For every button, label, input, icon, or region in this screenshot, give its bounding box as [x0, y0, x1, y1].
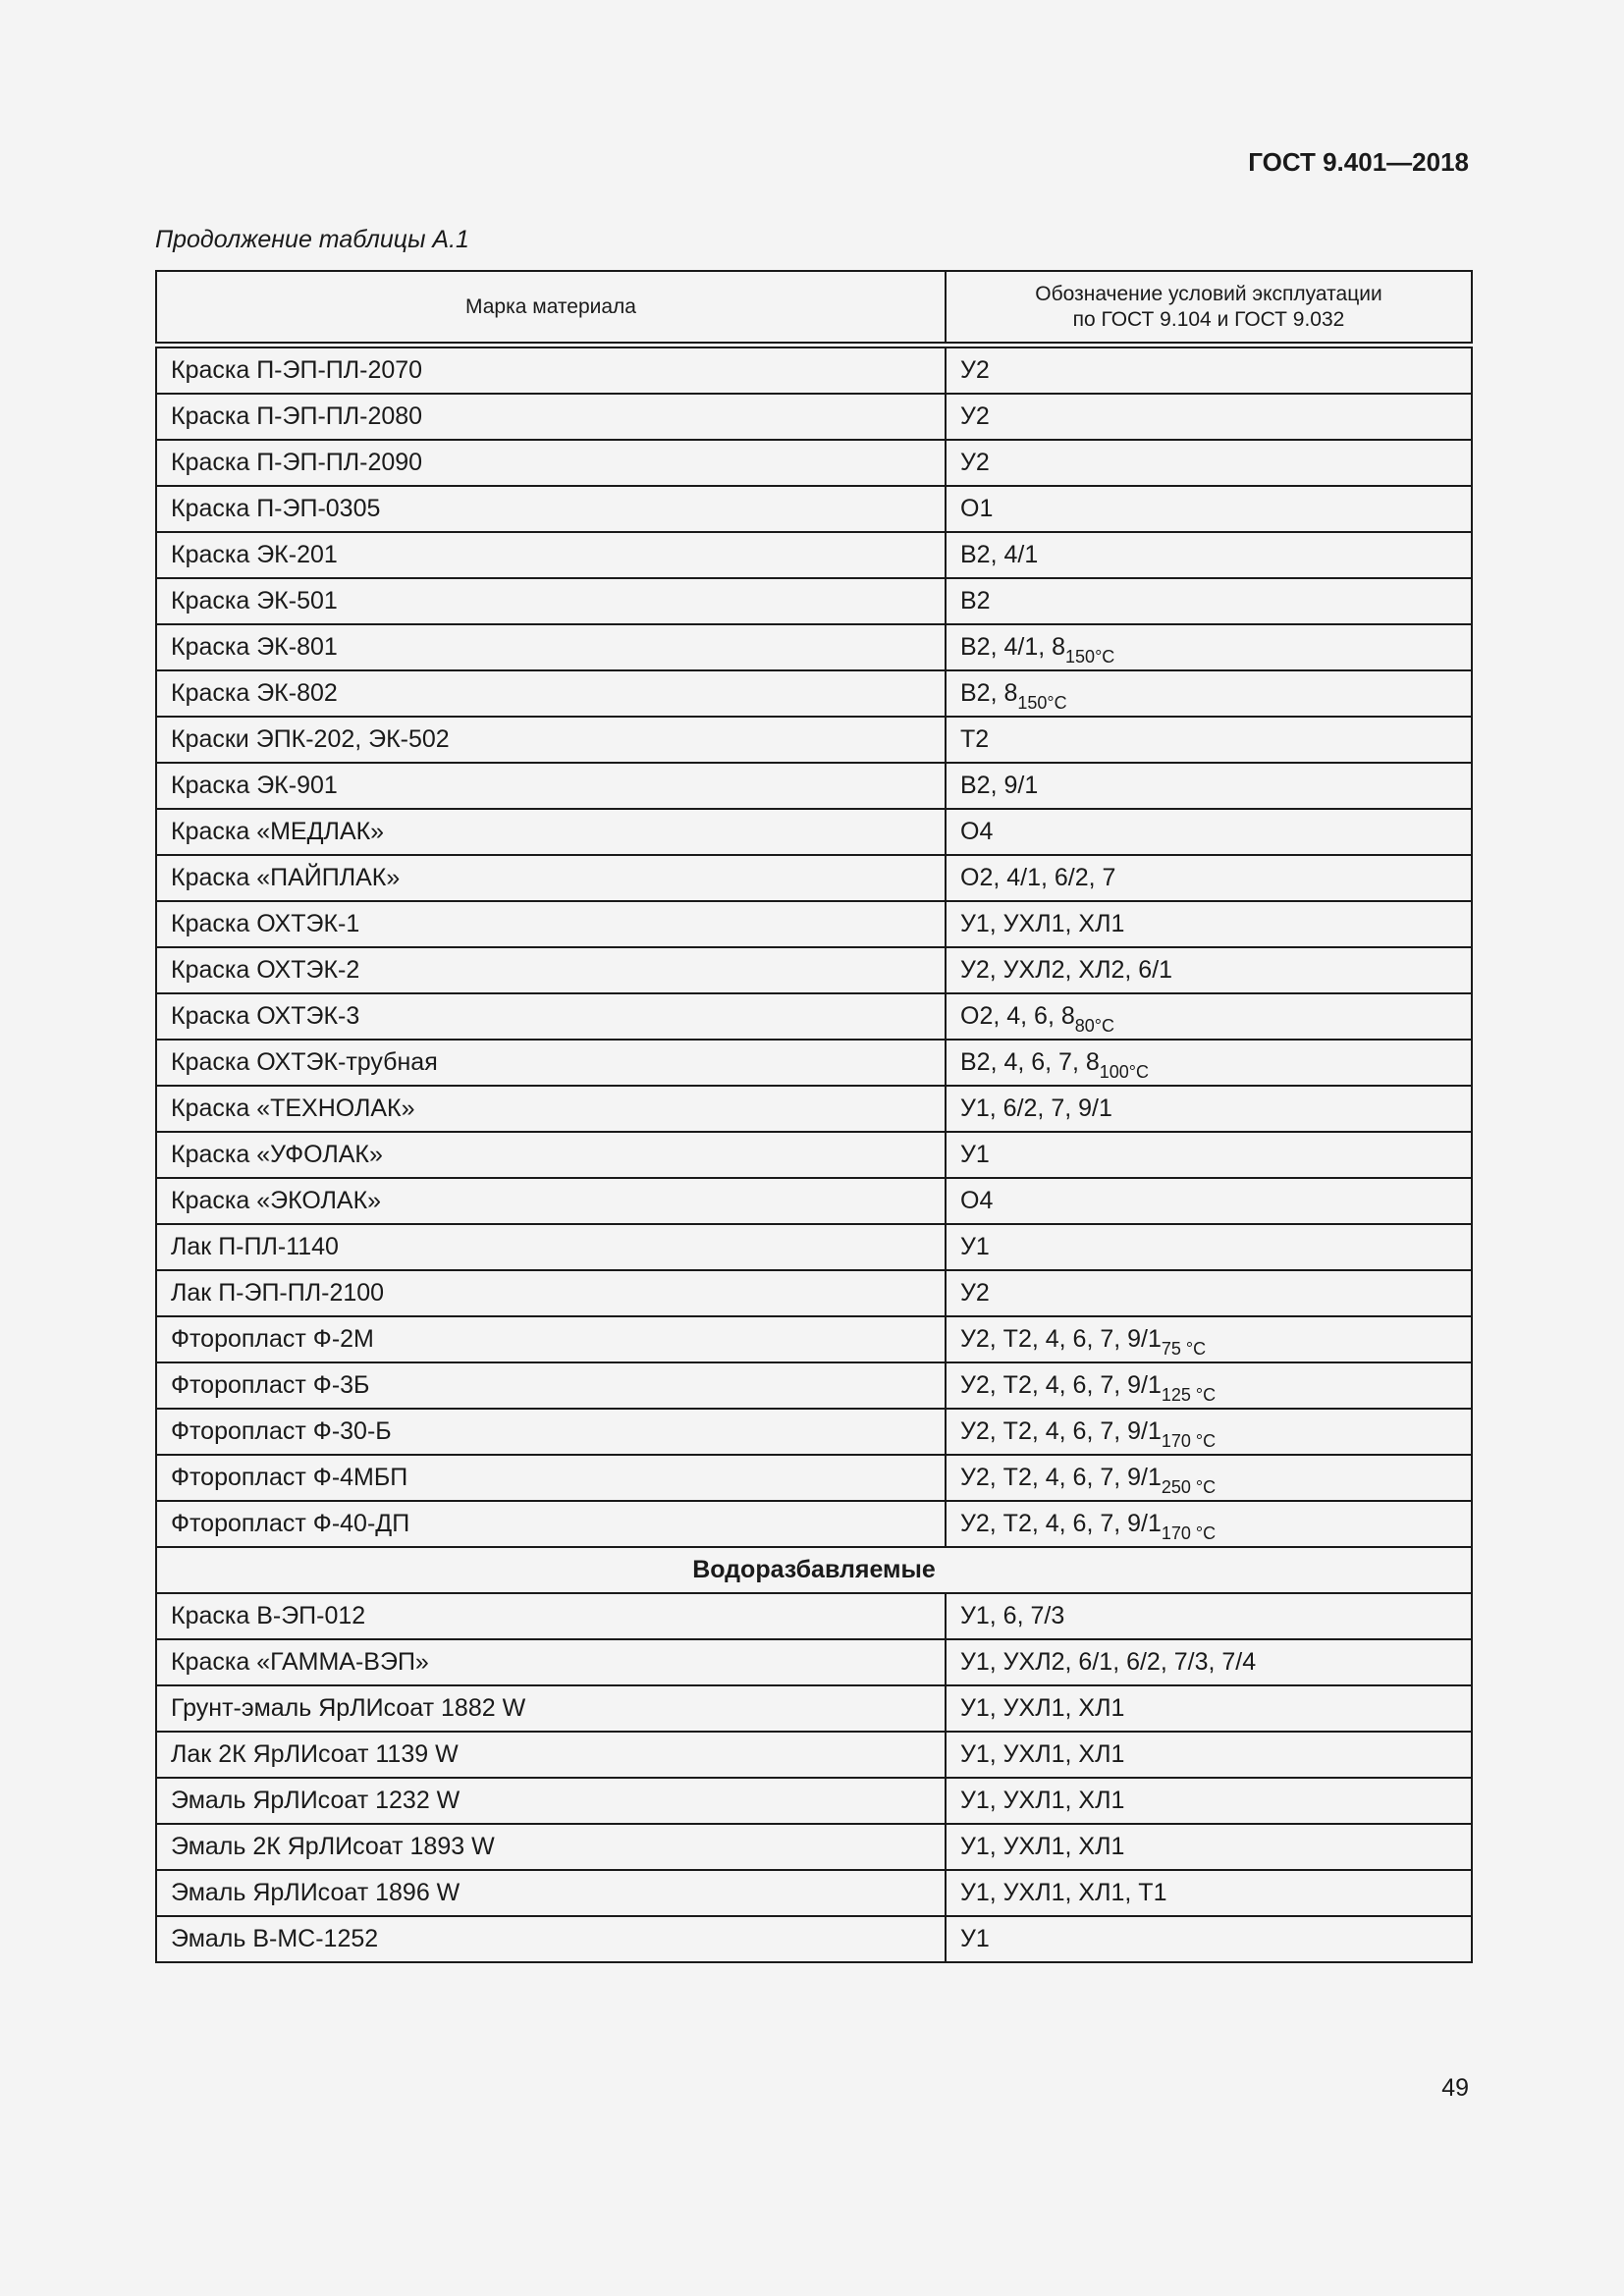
conditions-cell [946, 717, 1472, 763]
conditions-cell [946, 578, 1472, 624]
conditions-text: В2, 8 [960, 679, 1018, 707]
conditions-text: В2 [960, 587, 991, 614]
material-cell: Лак П-ЭП-ПЛ-2100 [156, 1270, 946, 1316]
page-number: 49 [1441, 2074, 1469, 2102]
material-cell: Фторопласт Ф-3Б [156, 1362, 946, 1409]
conditions-cell [946, 670, 1472, 717]
table-row [156, 947, 1472, 993]
material-cell: Краска «МЕДЛАК» [156, 809, 946, 855]
material-cell: Краска «ПАЙПЛАК» [156, 855, 946, 901]
material-cell: Краска П-ЭП-ПЛ-2080 [156, 394, 946, 440]
conditions-text: У1, 6/2, 7, 9/1 [960, 1095, 1112, 1122]
materials-table [155, 270, 1473, 1963]
table-row [156, 717, 1472, 763]
conditions-cell [946, 1824, 1472, 1870]
conditions-cell [946, 1916, 1472, 1962]
table-row [156, 624, 1472, 670]
temperature-subscript: 250 °С [1161, 1477, 1217, 1497]
temperature-subscript: 170 °С [1161, 1431, 1217, 1451]
conditions-text: У1, УХЛ1, ХЛ1, Т1 [960, 1879, 1167, 1906]
conditions-cell [946, 1455, 1472, 1501]
table-row [156, 1639, 1472, 1685]
table-row [156, 1316, 1472, 1362]
material-cell: Краска П-ЭП-ПЛ-2070 [156, 346, 946, 395]
conditions-cell [946, 346, 1472, 395]
material-cell: Эмаль В-МС-1252 [156, 1916, 946, 1962]
conditions-cell [946, 1040, 1472, 1086]
conditions-cell [946, 1501, 1472, 1547]
conditions-text: У1, УХЛ1, ХЛ1 [960, 1694, 1125, 1722]
table-row [156, 1732, 1472, 1778]
table-section-row [156, 1547, 1472, 1593]
conditions-text: У2, Т2, 4, 6, 7, 9/1 [960, 1464, 1162, 1491]
conditions-text: У2, Т2, 4, 6, 7, 9/1 [960, 1510, 1162, 1537]
conditions-text: У1, УХЛ1, ХЛ1 [960, 910, 1125, 937]
conditions-text: У2 [960, 356, 990, 384]
table-row [156, 578, 1472, 624]
material-cell: Краска ЭК-901 [156, 763, 946, 809]
material-cell: Краска ЭК-501 [156, 578, 946, 624]
conditions-text: У1 [960, 1141, 990, 1168]
material-cell: Краска ЭК-801 [156, 624, 946, 670]
table-row [156, 670, 1472, 717]
material-cell: Краска ОХТЭК-трубная [156, 1040, 946, 1086]
material-cell: Лак П-ПЛ-1140 [156, 1224, 946, 1270]
material-cell: Краска В-ЭП-012 [156, 1593, 946, 1639]
conditions-cell [946, 901, 1472, 947]
material-cell: Краска ЭК-802 [156, 670, 946, 717]
material-cell: Краски ЭПК-202, ЭК-502 [156, 717, 946, 763]
header-line: по ГОСТ 9.104 и ГОСТ 9.032 [1072, 307, 1345, 331]
conditions-text: У2, Т2, 4, 6, 7, 9/1 [960, 1371, 1162, 1399]
conditions-text: О4 [960, 818, 994, 845]
material-cell: Грунт-эмаль ЯрЛИсоат 1882 W [156, 1685, 946, 1732]
table-continuation-caption: Продолжение таблицы А.1 [155, 226, 469, 253]
material-cell: Фторопласт Ф-2М [156, 1316, 946, 1362]
conditions-text: В2, 4, 6, 7, 8 [960, 1048, 1100, 1076]
conditions-cell [946, 1086, 1472, 1132]
material-cell: Краска П-ЭП-0305 [156, 486, 946, 532]
table-row [156, 1501, 1472, 1547]
material-cell: Лак 2К ЯрЛИсоат 1139 W [156, 1732, 946, 1778]
material-cell: Краска ОХТЭК-3 [156, 993, 946, 1040]
material-cell: Краска «ГАММА-ВЭП» [156, 1639, 946, 1685]
conditions-cell [946, 1593, 1472, 1639]
conditions-cell [946, 624, 1472, 670]
table-row [156, 1685, 1472, 1732]
conditions-text: У2 [960, 449, 990, 476]
temperature-subscript: 150°С [1017, 693, 1067, 713]
table-row [156, 1040, 1472, 1086]
table-row [156, 346, 1472, 395]
conditions-text: У1, УХЛ1, ХЛ1 [960, 1787, 1125, 1814]
temperature-subscript: 100°С [1099, 1062, 1149, 1082]
table-row [156, 1824, 1472, 1870]
column-header-material [156, 271, 946, 346]
table-row [156, 1778, 1472, 1824]
conditions-cell [946, 993, 1472, 1040]
conditions-cell [946, 1870, 1472, 1916]
material-cell: Краска ОХТЭК-2 [156, 947, 946, 993]
table-row [156, 394, 1472, 440]
conditions-cell [946, 1732, 1472, 1778]
section-heading: Водоразбавляемые [156, 1547, 1472, 1593]
table-row [156, 1224, 1472, 1270]
table-row [156, 1455, 1472, 1501]
conditions-cell [946, 1685, 1472, 1732]
table-row [156, 486, 1472, 532]
material-cell: Краска ЭК-201 [156, 532, 946, 578]
conditions-text: О2, 4, 6, 8 [960, 1002, 1075, 1030]
table-row [156, 809, 1472, 855]
temperature-subscript: 80°С [1074, 1016, 1114, 1036]
material-cell: Фторопласт Ф-40-ДП [156, 1501, 946, 1547]
conditions-cell [946, 1270, 1472, 1316]
conditions-cell [946, 440, 1472, 486]
conditions-text: У1 [960, 1925, 990, 1952]
table-row [156, 1178, 1472, 1224]
conditions-cell [946, 1362, 1472, 1409]
conditions-text: Т2 [960, 725, 990, 753]
table-row [156, 1916, 1472, 1962]
material-cell: Фторопласт Ф-30-Б [156, 1409, 946, 1455]
conditions-cell [946, 947, 1472, 993]
table-row [156, 855, 1472, 901]
conditions-cell [946, 1224, 1472, 1270]
conditions-cell [946, 855, 1472, 901]
material-cell: Эмаль 2К ЯрЛИсоат 1893 W [156, 1824, 946, 1870]
material-cell: Краска П-ЭП-ПЛ-2090 [156, 440, 946, 486]
column-header-conditions [946, 271, 1472, 346]
conditions-text: У1, 6, 7/3 [960, 1602, 1065, 1629]
table-row [156, 1870, 1472, 1916]
conditions-cell [946, 1132, 1472, 1178]
conditions-text: У1 [960, 1233, 990, 1260]
conditions-text: У2 [960, 1279, 990, 1307]
table-row [156, 993, 1472, 1040]
conditions-cell [946, 532, 1472, 578]
conditions-text: У1, УХЛ2, 6/1, 6/2, 7/3, 7/4 [960, 1648, 1257, 1676]
table-row [156, 1086, 1472, 1132]
conditions-cell [946, 809, 1472, 855]
table-row [156, 1132, 1472, 1178]
temperature-subscript: 150°С [1065, 647, 1115, 667]
temperature-subscript: 75 °С [1161, 1339, 1207, 1359]
conditions-cell [946, 1409, 1472, 1455]
material-cell: Краска «УФОЛАК» [156, 1132, 946, 1178]
conditions-cell [946, 1178, 1472, 1224]
material-cell: Краска «ТЕХНОЛАК» [156, 1086, 946, 1132]
conditions-text: У2, УХЛ2, ХЛ2, 6/1 [960, 956, 1173, 984]
table-body [156, 346, 1472, 1963]
conditions-cell [946, 1639, 1472, 1685]
conditions-text: О2, 4/1, 6/2, 7 [960, 864, 1116, 891]
material-cell: Эмаль ЯрЛИсоат 1232 W [156, 1778, 946, 1824]
conditions-text: У2, Т2, 4, 6, 7, 9/1 [960, 1417, 1162, 1445]
table-header-row [156, 271, 1472, 346]
conditions-text: У2, Т2, 4, 6, 7, 9/1 [960, 1325, 1162, 1353]
table-row [156, 1593, 1472, 1639]
material-cell: Эмаль ЯрЛИсоат 1896 W [156, 1870, 946, 1916]
document-code: ГОСТ 9.401—2018 [1248, 147, 1469, 177]
header-line: Обозначение условий эксплуатации [1035, 283, 1382, 306]
conditions-cell [946, 1316, 1472, 1362]
temperature-subscript: 125 °С [1161, 1385, 1217, 1405]
material-cell: Краска «ЭКОЛАК» [156, 1178, 946, 1224]
conditions-cell [946, 763, 1472, 809]
header-line: Марка материала [465, 294, 636, 318]
conditions-text: В2, 9/1 [960, 772, 1039, 799]
table-row [156, 440, 1472, 486]
table-row [156, 901, 1472, 947]
table-row [156, 763, 1472, 809]
material-cell: Краска ОХТЭК-1 [156, 901, 946, 947]
temperature-subscript: 170 °С [1161, 1523, 1217, 1543]
material-cell: Фторопласт Ф-4МБП [156, 1455, 946, 1501]
conditions-cell [946, 486, 1472, 532]
conditions-text: В2, 4/1, 8 [960, 633, 1066, 661]
conditions-text: У1, УХЛ1, ХЛ1 [960, 1740, 1125, 1768]
conditions-cell [946, 1778, 1472, 1824]
table-row [156, 1409, 1472, 1455]
table-row [156, 1270, 1472, 1316]
conditions-text: В2, 4/1 [960, 541, 1039, 568]
conditions-text: У1, УХЛ1, ХЛ1 [960, 1833, 1125, 1860]
conditions-cell [946, 394, 1472, 440]
table-row [156, 532, 1472, 578]
conditions-text: О4 [960, 1187, 994, 1214]
table-row [156, 1362, 1472, 1409]
conditions-text: О1 [960, 495, 994, 522]
conditions-text: У2 [960, 402, 990, 430]
